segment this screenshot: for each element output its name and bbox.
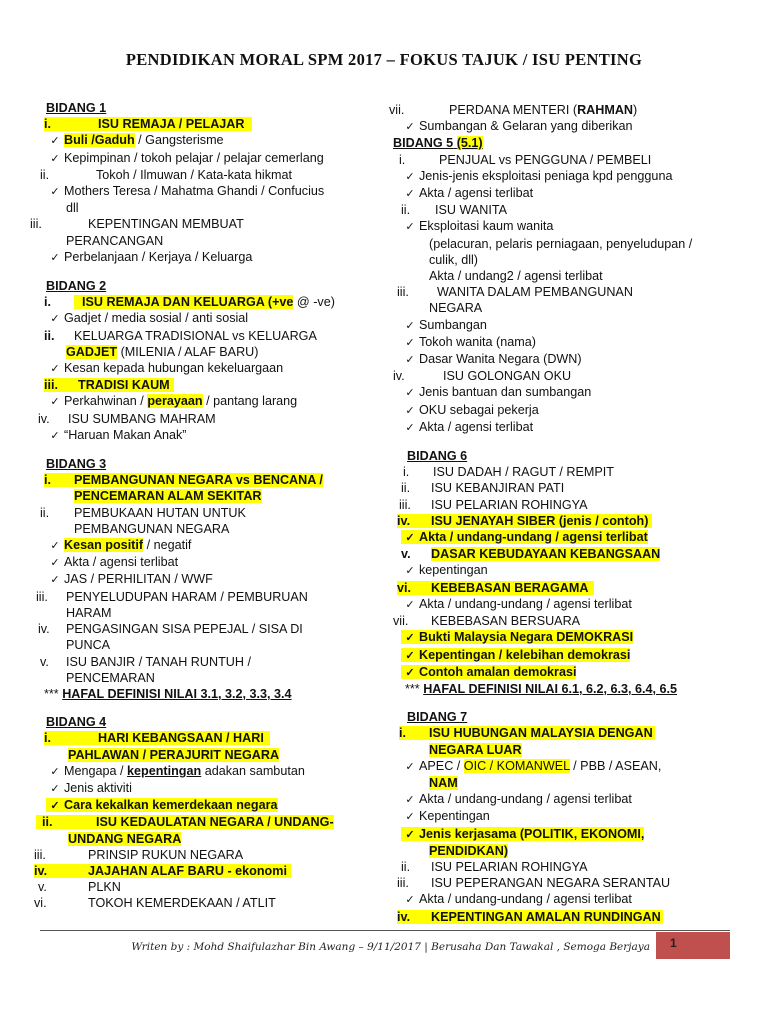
check-item: Akta / undang-undang / agensi terlibat	[419, 792, 632, 807]
check-item: Kesan kepada hubungan kekeluargaan	[64, 361, 284, 376]
footer-credit: Writen by : Mohd Shaifulazhar Bin Awang – 9/11/2017 | Berusaha Dan Tawakal , Semoga Berjaya	[131, 941, 650, 953]
check-icon: ✓	[50, 782, 60, 795]
check-item: kepentingan	[419, 563, 488, 578]
roman-item: ISU KEBANJIRAN PATI	[431, 481, 565, 496]
check-icon: ✓	[405, 598, 415, 611]
roman-item: ISU BANJIR / TANAH RUNTUH /	[66, 654, 251, 669]
roman-number: v.	[40, 654, 49, 669]
check-icon: ✓	[50, 251, 60, 264]
roman-item-continued: PENCEMARAN ALAM SEKITAR	[74, 489, 262, 504]
check-item-continued: NAM	[429, 775, 458, 790]
check-item: ✓ Cara kekalkan kemerdekaan negara	[46, 798, 278, 812]
roman-item: KEPENTINGAN MEMBUAT	[88, 217, 244, 232]
roman-item-continued: NEGARA LUAR	[429, 742, 522, 757]
left-column	[30, 100, 364, 912]
check-icon: ✓	[405, 221, 415, 234]
roman-item: ISU GOLONGAN OKU	[443, 369, 572, 384]
memorize-note: HAFAL DEFINISI NILAI 3.1, 3.2, 3.3, 3.4	[62, 686, 292, 701]
section-bidang-2: BIDANG 2 i. ISU REMAJA DAN KELUARGA (+ve @ -ve) ✓ Gadjet / media sosial / anti sosial ii. KELUARGA TRADISIONAL vs KELUARGA GADJET (MILENIA / ALAF BARU) ✓ Kesan kepada hubungan kekeluargaan iii. TRADISI KAUM ✓ Perkahwinan / perayaan / pantang larang iv. ISU SUMBANG MAHRAM ✓ “Haruan Makan Anak”	[34, 278, 364, 444]
check-icon: ✓	[50, 135, 60, 148]
check-icon: ✓	[405, 760, 415, 773]
section-bidang-6: BIDANG 6 i. ISU DADAH / RAGUT / REMPIT ii. ISU KEBANJIRAN PATI iii. ISU PELARIAN ROHINGYA iv. ISU JENAYAH SIBER (jenis / contoh) ✓ Akta / undang-undang / agensi terlibat v. DASAR KEBUDAYAAN KEBANGSAAN ✓ kepentingan vi. KEBEBASAN BERAGAMA ✓ Akta / undang-undang / agensi terlibat vii. KEBEBASAN BERSUARA ✓ Bukti Malaysia Negara DEMOKRASI ✓ Kepentingan / kelebihan demokrasi ✓ Contoh amalan demokrasi *** HAFAL DEFINISI NILAI 6.1, 6.2, 6.3, 6.4, 6.5	[389, 448, 734, 697]
check-item: Kesan positif	[64, 538, 144, 553]
check-icon: ✓	[50, 557, 60, 570]
roman-item: iii. TRADISI KAUM	[44, 378, 174, 392]
roman-item-continued: UNDANG NEGARA	[68, 831, 182, 846]
check-item: Akta / undang-undang / agensi terlibat	[419, 596, 632, 611]
check-item: Gadjet / media sosial / anti sosial	[64, 311, 249, 326]
roman-number: iii.	[30, 217, 42, 232]
check-icon: ✓	[405, 421, 415, 434]
roman-item-continued: NEGARA	[429, 301, 483, 316]
roman-number: ii.	[401, 859, 411, 874]
roman-item: iv. KEPENTINGAN AMALAN RUNDINGAN	[397, 909, 661, 924]
roman-item: PEMBUKAAN HUTAN UNTUK	[74, 505, 246, 520]
check-icon: ✓	[405, 811, 415, 824]
check-item-continued: dll	[66, 201, 79, 216]
check-icon: ✓	[50, 186, 60, 199]
roman-number: v.	[401, 547, 411, 562]
page-title: PENDIDIKAN MORAL SPM 2017 – FOKUS TAJUK / ISU PENTING	[125, 50, 643, 69]
section-bidang-4: BIDANG 4 i. HARI KEBANGSAAN / HARI PAHLAWAN / PERAJURIT NEGARA ✓ Mengapa / kepentingan adakan sambutan ✓ Jenis aktiviti ✓ Cara kekalkan kemerdekaan negara ii. ISU KEDAULATAN NEGARA / UNDANG- UNDANG NEGARA iii. PRINSIP RUKUN NEGARA iv. JAJAHAN ALAF BARU - ekonomi v. PLKN vi. TOKOH KEMERDEKAAN / ATLIT	[34, 714, 364, 911]
roman-item: PENJUAL vs PENGGUNA / PEMBELI	[439, 152, 652, 167]
emphasis-text: kepentingan	[127, 763, 202, 778]
check-item: Kepimpinan / tokoh pelajar / pelajar cemerlang	[64, 150, 324, 165]
check-item: ✓ Bukti Malaysia Negara DEMOKRASI	[401, 630, 633, 644]
check-item: Jenis-jenis eksploitasi peniaga kpd pengguna	[419, 168, 673, 183]
roman-item: ISU SUMBANG MAHRAM	[68, 411, 216, 426]
check-icon: ✓	[405, 387, 415, 400]
roman-item: ISU PEPERANGAN NEGARA SERANTAU	[431, 876, 671, 891]
page-number-box	[656, 932, 730, 959]
roman-number: iii.	[36, 589, 48, 604]
roman-item: KELUARGA TRADISIONAL vs KELUARGA	[74, 328, 317, 343]
check-icon: ✓	[405, 894, 415, 907]
roman-number: i.	[399, 152, 406, 167]
check-item: Buli /Gaduh	[64, 133, 135, 148]
roman-item: i. ISU REMAJA / PELAJAR	[44, 117, 252, 131]
check-icon: ✓	[50, 396, 60, 409]
roman-number: iv.	[393, 369, 405, 384]
check-item: Akta / agensi terlibat	[419, 419, 534, 434]
roman-item: ISU PELARIAN ROHINGYA	[431, 859, 588, 874]
section-heading: BIDANG 2	[46, 279, 107, 294]
check-item: Perbelanjaan / Kerjaya / Keluarga	[64, 249, 253, 264]
check-item: Sumbangan	[419, 317, 487, 332]
check-item: ✓ Contoh amalan demokrasi	[401, 665, 576, 679]
roman-number: iii.	[34, 847, 46, 862]
roman-item: ISU WANITA	[435, 203, 508, 218]
check-item: JAS / PERHILITAN / WWF	[64, 572, 213, 587]
roman-item-continued: PUNCA	[66, 638, 111, 653]
check-icon: ✓	[50, 429, 60, 442]
highlight-text: OIC / KOMANWEL	[463, 758, 570, 773]
roman-number: i.	[403, 465, 410, 480]
check-item-continued: PENDIDKAN)	[429, 843, 509, 858]
roman-number: v.	[38, 880, 47, 895]
check-icon: ✓	[405, 188, 415, 201]
section-heading: BIDANG 5 (5.1)	[393, 136, 483, 151]
roman-item: i. HARI KEBANGSAAN / HARI	[44, 731, 270, 745]
section-heading: BIDANG 4	[46, 715, 107, 730]
section-bidang-3: BIDANG 3 i. PEMBANGUNAN NEGARA vs BENCANA / PENCEMARAN ALAM SEKITAR ii. PEMBUKAAN HUTAN UNTUK PEMBANGUNAN NEGARA ✓ Kesan positif / negatif ✓ Akta / agensi terlibat ✓ JAS / PERHILITAN / WWF iii. PENYELUDUPAN HARAM / PEMBURUAN HARAM iv. PENGASINGAN SISA PEPEJAL / SISA DI PUNCA v. ISU BANJIR / TANAH RUNTUH / PENCEMARAN *** HAFAL DEFINISI NILAI 3.1, 3.2, 3.3, 3.4	[34, 456, 364, 702]
check-icon: ✓	[50, 540, 60, 553]
check-icon: ✓	[405, 121, 415, 134]
check-icon: ✓	[405, 170, 415, 183]
roman-item: WANITA DALAM PEMBANGUNAN	[437, 285, 633, 300]
section-bidang-4-continued: vii. PERDANA MENTERI (RAHMAN) ✓ Sumbangan & Gelaran yang diberikan	[389, 102, 734, 135]
check-icon: ✓	[405, 404, 415, 417]
check-item: ✓ Kepentingan / kelebihan demokrasi	[401, 648, 630, 662]
roman-number: vii.	[389, 103, 405, 117]
check-item: “Haruan Makan Anak”	[64, 427, 187, 442]
highlight-text: GADJET	[66, 344, 118, 359]
check-icon: ✓	[405, 319, 415, 332]
roman-item: PRINSIP RUKUN NEGARA	[88, 847, 244, 862]
roman-number: ii.	[401, 203, 411, 218]
section-heading: BIDANG 1	[46, 101, 107, 115]
section-bidang-1: BIDANG 1 i. ISU REMAJA / PELAJAR ✓ Buli /Gaduh / Gangsterisme ✓ Kepimpinan / tokoh pelajar / pelajar cemerlang ii. Tokoh / Ilmuwan / Kata-kata hikmat ✓ Mothers Teresa / Mahatma Ghandi / Confucius dll iii. KEPENTINGAN MEMBUAT PERANCANGAN ✓ Perbelanjaan / Kerjaya / Keluarga	[34, 100, 364, 266]
roman-number: ii.	[40, 505, 50, 520]
check-item: OKU sebagai pekerja	[419, 402, 539, 417]
memorize-note: HAFAL DEFINISI NILAI 6.1, 6.2, 6.3, 6.4, 6.5	[423, 681, 678, 696]
roman-item-continued: PENCEMARAN	[66, 670, 155, 685]
check-icon: ✓	[50, 765, 60, 778]
check-item-continued: culik, dll)	[429, 252, 478, 267]
emphasis-text: RAHMAN	[577, 103, 634, 117]
check-item: ✓ Akta / undang-undang / agensi terlibat	[401, 530, 648, 544]
check-item: Mothers Teresa / Mahatma Ghandi / Confucius	[64, 184, 325, 199]
footer-divider	[40, 930, 730, 931]
roman-item: PENGASINGAN SISA PEPEJAL / SISA DI	[66, 622, 303, 637]
roman-item: iv. JAJAHAN ALAF BARU - ekonomi	[34, 864, 291, 878]
check-icon: ✓	[50, 574, 60, 587]
check-item: Tokoh wanita (nama)	[419, 334, 536, 349]
roman-item-continued: HARAM	[66, 605, 112, 620]
section-bidang-7: BIDANG 7 i. ISU HUBUNGAN MALAYSIA DENGAN NEGARA LUAR ✓ APEC / OIC / KOMANWEL / PBB / ASEAN, NAM ✓ Akta / undang-undang / agensi terlibat ✓ Kepentingan ✓ Jenis kerjasama (POLITIK, EKONOMI, PENDIDKAN) ii. ISU PELARIAN ROHINGYA iii. ISU PEPERANGAN NEGARA SERANTAU ✓ Akta / undang-undang / agensi terlibat iv. KEPENTINGAN AMALAN RUNDINGAN	[389, 709, 734, 925]
check-item: Sumbangan & Gelaran yang diberikan	[419, 119, 633, 134]
check-item: Jenis bantuan dan sumbangan	[419, 385, 592, 400]
check-item-continued: (pelacuran, pelaris perniagaan, penyeludupan /	[429, 236, 693, 251]
check-item: Eksploitasi kaum wanita	[419, 219, 554, 234]
roman-item: TOKOH KEMERDEKAAN / ATLIT	[88, 896, 276, 911]
roman-item: KEBEBASAN BERSUARA	[431, 614, 581, 629]
roman-number: i.	[44, 295, 51, 310]
roman-item: iv. ISU JENAYAH SIBER (jenis / contoh)	[397, 514, 652, 528]
roman-number: iii.	[399, 497, 411, 512]
roman-item: vi. KEBEBASAN BERAGAMA	[397, 581, 594, 595]
roman-item: ISU DADAH / RAGUT / REMPIT	[433, 465, 614, 480]
roman-number: ii.	[401, 481, 411, 496]
roman-number: ii.	[44, 328, 55, 343]
check-icon: ✓	[405, 354, 415, 367]
roman-number: vii.	[393, 614, 409, 629]
roman-item-continued: PAHLAWAN / PERAJURIT NEGARA	[68, 747, 280, 762]
roman-item: i. ISU HUBUNGAN MALAYSIA DENGAN	[399, 726, 653, 741]
roman-number: ii.	[40, 167, 50, 182]
check-item: Akta / agensi terlibat	[419, 186, 534, 201]
roman-number: iii.	[397, 285, 409, 300]
section-heading: BIDANG 3	[46, 457, 107, 472]
check-icon: ✓	[50, 152, 60, 165]
highlight-text: perayaan	[147, 394, 203, 409]
roman-item: ISU REMAJA DAN KELUARGA (+ve	[74, 295, 293, 309]
check-icon: ✓	[405, 336, 415, 349]
check-item: Jenis aktiviti	[64, 780, 132, 795]
check-item: ✓ Jenis kerjasama (POLITIK, EKONOMI,	[401, 827, 644, 841]
check-item: Akta / agensi terlibat	[64, 555, 179, 570]
check-icon: ✓	[405, 794, 415, 807]
check-item: Dasar Wanita Negara (DWN)	[419, 352, 582, 367]
roman-item: PLKN	[88, 880, 121, 895]
roman-item: PENYELUDUPAN HARAM / PEMBURUAN	[66, 589, 308, 604]
roman-item: ii. ISU KEDAULATAN NEGARA / UNDANG-	[36, 815, 334, 829]
right-column	[389, 102, 734, 925]
section-heading: BIDANG 7	[407, 710, 468, 725]
section-heading: BIDANG 6	[407, 449, 468, 464]
roman-item: ISU PELARIAN ROHINGYA	[431, 497, 588, 512]
check-item-continued: Akta / undang2 / agensi terlibat	[429, 269, 603, 284]
roman-item-continued: PERANCANGAN	[66, 233, 164, 248]
roman-number: iii.	[397, 876, 409, 891]
check-item: Akta / undang-undang / agensi terlibat	[419, 892, 632, 907]
page-number: 1	[670, 936, 677, 950]
roman-item: DASAR KEBUDAYAAN KEBANGSAAN	[431, 547, 661, 562]
roman-number: vi.	[34, 896, 47, 911]
check-icon: ✓	[50, 313, 60, 326]
roman-item-continued: PEMBANGUNAN NEGARA	[74, 521, 230, 536]
check-icon: ✓	[50, 363, 60, 376]
check-icon: ✓	[405, 565, 415, 578]
roman-item: Tokoh / Ilmuwan / Kata-kata hikmat	[96, 167, 292, 182]
section-bidang-5	[389, 135, 734, 436]
roman-number: iv.	[38, 622, 50, 637]
roman-item: i. PEMBANGUNAN NEGARA vs BENCANA /	[44, 473, 323, 488]
roman-number: iv.	[38, 411, 50, 426]
check-item: Kepentingan	[419, 809, 490, 824]
